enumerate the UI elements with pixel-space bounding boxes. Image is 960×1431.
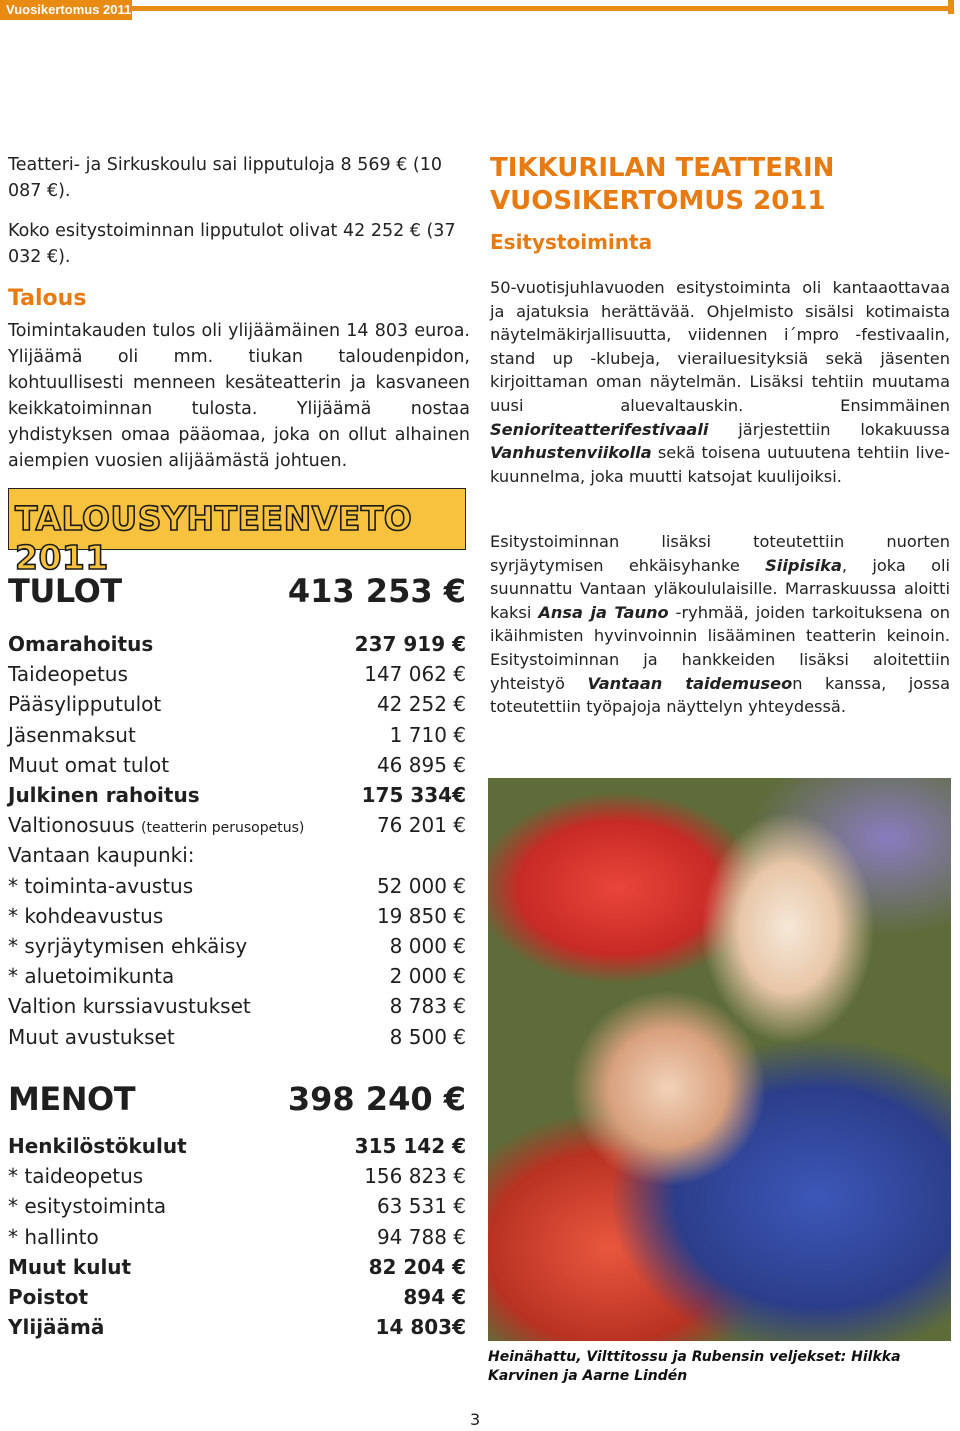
finance-row-label-text: Valtionosuus (8, 813, 135, 838)
menot-value: 398 240 € (287, 1080, 466, 1118)
finance-row-label-note: (teatterin perusopetus) (141, 820, 305, 837)
finance-row-value: 8 500 € (389, 1024, 466, 1049)
finance-row-label-text: Omarahoitus (8, 632, 154, 656)
finance-row (8, 723, 466, 753)
finance-row (8, 994, 466, 1024)
menot-label: MENOT (8, 1080, 136, 1118)
finance-row-value: 63 531 € (376, 1194, 466, 1219)
finance-row-label (8, 1164, 143, 1188)
finance-row (8, 662, 466, 692)
finance-row-label-text: * hallinto (8, 1224, 99, 1249)
menot-total-row (8, 1080, 466, 1120)
photo-caption: Heinähattu, Vilttitossu ja Rubensin veljekset: Hilkka Karvinen ja Aarne Lindén (488, 1349, 901, 1384)
finance-row-label-text: Muut kulut (8, 1254, 132, 1279)
finance-row-value: 14 803€ (375, 1315, 466, 1340)
finance-row (8, 753, 466, 783)
finance-row-label (8, 1225, 99, 1249)
finance-row-value: 52 000 € (376, 873, 466, 898)
finance-row (8, 934, 466, 964)
section-heading-esitystoiminta: Esitystoiminta (490, 230, 653, 254)
header-rule (132, 6, 948, 11)
tulot-label: TULOT (8, 572, 122, 610)
p2-text-g: n kanssa, jossa toteutettiin työpajoja näyttelyn yhteydessä. (490, 673, 950, 717)
header-rule-end (948, 0, 954, 14)
report-title: TIKKURILAN TEATTERIN VUOSIKERTOMUS 2011 (490, 153, 835, 216)
p2-text-a: Esitystoiminnan lisäksi toteutettiin nuorten syrjäytymisen ehkäisyhanke (490, 532, 950, 575)
finance-row (8, 964, 466, 994)
p2-vantaan-taidemuseo: Vantaan taidemuseo (587, 673, 793, 693)
finance-row-label-text: Vantaan kaupunki: (8, 843, 195, 868)
finance-row (8, 632, 466, 662)
finance-row-label-text: Muut omat tulot (8, 752, 170, 777)
finance-row (8, 1315, 466, 1345)
p1-text-c: järjestettiin lokakuussa (708, 419, 950, 439)
finance-row-label-text: * kohdeavustus (8, 903, 164, 928)
finance-row-label (8, 994, 251, 1018)
p1-vanhustenviikko: Vanhustenviikolla (490, 443, 652, 463)
finance-row-label (8, 1194, 166, 1218)
finance-row-value: 156 823 € (364, 1164, 466, 1189)
finance-row-label-text: Poistot (8, 1285, 89, 1309)
paragraph-talous: Toimintakauden tulos oli ylijäämäinen 14 803 euroa. Ylijäämä oli mm. tiukan taloudenpidon, kohtuullisesti menneen kesäteatterin ja kasvaneen keikkatoiminnan tulosta. Ylijäämä nostaa yhdistyksen omaa pääomaa, joka on ollut alhainen aiempien vuosien alijäämästä johtuen. (8, 321, 470, 471)
finance-row (8, 1134, 466, 1164)
finance-row-label (8, 662, 128, 686)
finance-row-value: 2 000 € (389, 964, 466, 989)
finance-row-label (8, 843, 195, 867)
header-label: Vuosikertomus 2011 (6, 2, 132, 17)
finance-row-value: 76 201 € (376, 813, 466, 838)
p2-siipisika: Siipisika (765, 555, 842, 575)
page-number: 3 (470, 1410, 481, 1429)
finance-row-label-text: * taideopetus (8, 1164, 144, 1189)
finance-row (8, 813, 466, 843)
finance-row-label (8, 964, 174, 988)
finance-row-label-text: Taideopetus (8, 662, 128, 687)
summary-title-box (8, 488, 466, 577)
photo-actors (488, 778, 951, 1341)
finance-row-label (8, 1025, 175, 1049)
finance-row (8, 692, 466, 722)
finance-row-value: 46 895 € (376, 752, 466, 777)
finance-row-label-text: * syrjäytymisen ehkäisy (8, 934, 248, 958)
finance-row-value: 175 334€ (361, 783, 466, 807)
finance-row-value: 19 850 € (376, 903, 466, 928)
p1-senior-festival: Senioriteatterifestivaali (490, 419, 709, 439)
paragraph-esitystoiminta-2 (490, 530, 950, 719)
finance-row-label (8, 723, 136, 747)
finance-row-value: 237 919 € (354, 632, 466, 656)
finance-row-label-text: * toiminta-avustus (8, 873, 194, 898)
p1-text-a: 50-vuotisjuhlavuoden esitystoiminta oli kantaaottavaa ja ajatuksia herättävää. Ohjelmisto sisälsi kotimaista näytelmäkirjallisuutta, viidennen i´mpro -festivaalin, stand up -klubeja, vierailuesityksiä sekä jäsenten kirjoittaman oman näytelmän. Lisäksi tehtiin muutama uusi aluevaltauskin. Ensimmäinen (490, 278, 950, 415)
heading-talous: Talous (8, 286, 87, 311)
finance-row-label-text: * aluetoimikunta (8, 964, 175, 989)
paragraph-ticket-sales-school: Teatteri- ja Sirkuskoulu sai lipputuloja 8 569 € (10 087 €). (8, 155, 442, 201)
finance-row-label (8, 813, 304, 837)
p2-text-e: -ryhmää, joiden tarkoituksena on ikäihmisten hyvinvoinnin lisääminen teatterin keinoin. Esitystoiminnan ja hankkeiden lisäksi aloitettiin yhteistyö (490, 602, 950, 693)
finance-row (8, 1164, 466, 1194)
finance-row-value: 894 € (403, 1285, 466, 1309)
tulot-total-row (8, 572, 466, 612)
finance-row-label-text: * esitystoiminta (8, 1194, 167, 1219)
finance-row (8, 904, 466, 934)
finance-row (8, 843, 466, 873)
header-tab (0, 0, 132, 20)
finance-row (8, 1225, 466, 1255)
finance-row-label (8, 1134, 187, 1158)
finance-row-value: 82 204 € (368, 1254, 466, 1279)
finance-row-label-text: Jäsenmaksut (8, 722, 136, 747)
finance-row (8, 1285, 466, 1315)
finance-row-value: 94 788 € (376, 1224, 466, 1249)
finance-row-value: 147 062 € (364, 662, 466, 687)
finance-row-label (8, 1255, 131, 1279)
finance-row (8, 783, 466, 813)
finance-row-label (8, 692, 161, 716)
finance-row-label (8, 934, 247, 958)
finance-row-label (8, 632, 153, 656)
p2-text-c: , joka oli suunnattu Vantaan yläkoululaisille. Marraskuussa aloitti kaksi (490, 555, 950, 622)
finance-row-value: 42 252 € (376, 692, 466, 717)
finance-row (8, 874, 466, 904)
tulot-value: 413 253 € (287, 572, 466, 610)
finance-row (8, 1255, 466, 1285)
finance-row-label-text: Pääsylipputulot (8, 692, 162, 717)
paragraph-esitystoiminta-1 (490, 276, 950, 488)
finance-row-label (8, 1285, 88, 1309)
finance-row (8, 1194, 466, 1224)
finance-row (8, 1025, 466, 1055)
finance-row-label-text: Valtion kurssiavustukset (8, 994, 251, 1019)
finance-row-value: 315 142 € (354, 1134, 466, 1158)
finance-row-label-text: Ylijäämä (8, 1315, 105, 1340)
finance-row-label-text: Julkinen rahoitus (8, 783, 200, 807)
finance-row-value: 8 783 € (389, 994, 466, 1019)
paragraph-ticket-sales-total: Koko esitystoiminnan lipputulot olivat 42 252 € (37 032 €). (8, 221, 456, 267)
finance-row-label (8, 1315, 104, 1339)
finance-row-label-text: Muut avustukset (8, 1024, 175, 1049)
finance-row-value: 1 710 € (389, 722, 466, 747)
finance-row-label (8, 904, 163, 928)
p1-text-e: sekä toisena uutuutena tehtiin live-kuunnelma, joka muutti katsojat kuulijoiksi. (490, 443, 950, 486)
summary-title: TALOUSYHTEENVETO 2011 (15, 499, 413, 577)
finance-row-label (8, 783, 200, 807)
p2-ansa-ja-tauno: Ansa ja Tauno (538, 602, 669, 622)
finance-row-label (8, 874, 193, 898)
finance-row-label-text: Henkilöstökulut (8, 1134, 187, 1158)
finance-row-label (8, 753, 169, 777)
finance-row-value: 8 000 € (389, 934, 466, 958)
